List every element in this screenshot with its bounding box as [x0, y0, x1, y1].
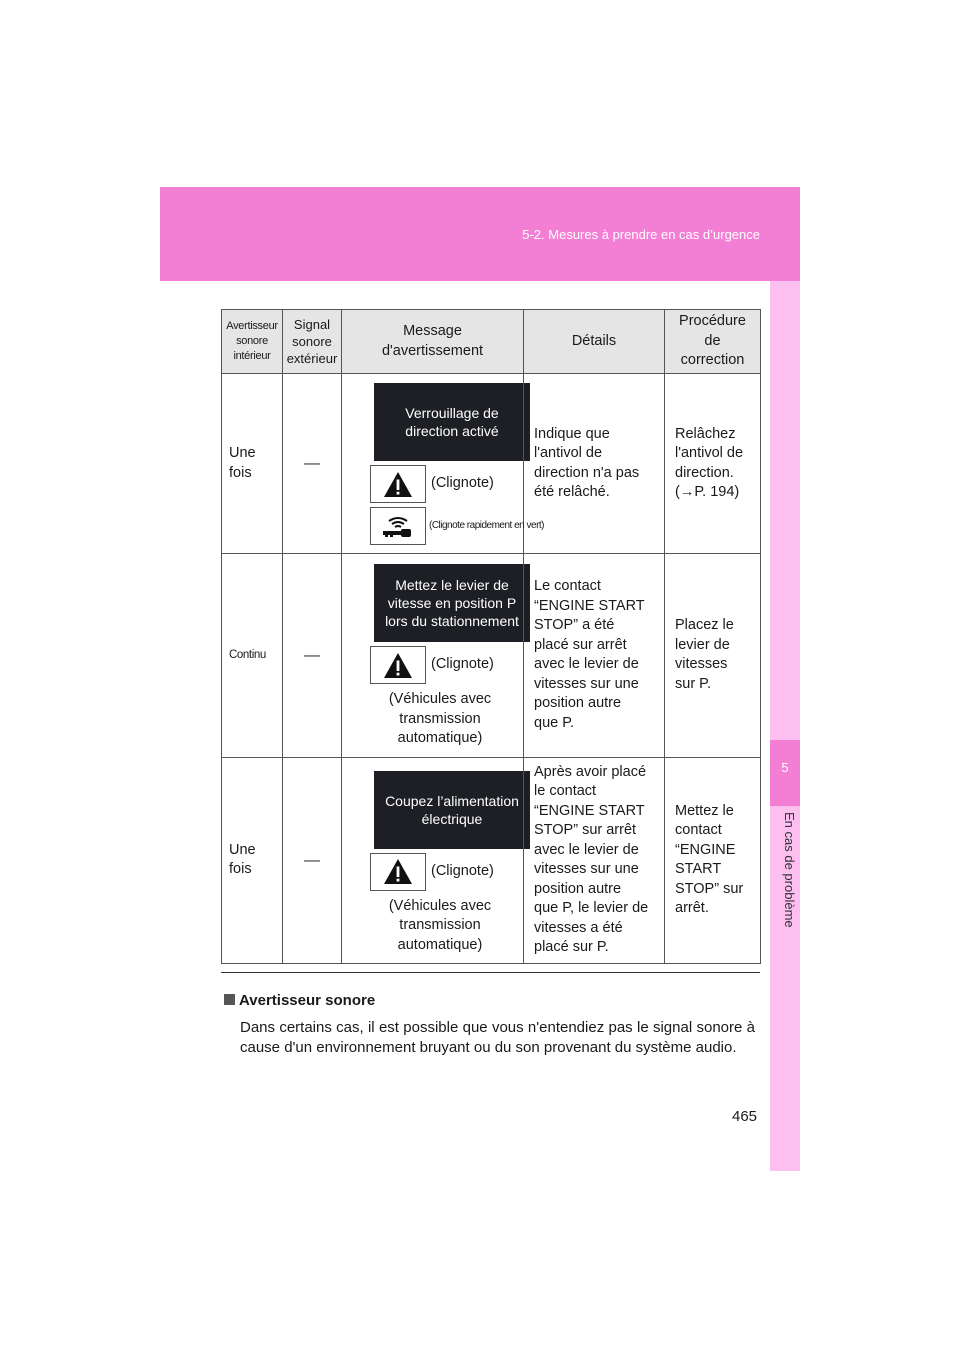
exterior-buzzer-cell: —	[283, 374, 342, 554]
screen-line: lors du stationnement	[385, 613, 519, 629]
col-header-interior-buzzer	[222, 310, 283, 374]
screen-line: Coupez l’alimentation	[385, 792, 519, 809]
chapter-tab	[770, 740, 800, 806]
cell-line: position autre	[534, 695, 622, 712]
message-cell	[342, 554, 524, 758]
col-header-correction	[665, 310, 761, 374]
details-cell	[524, 374, 665, 554]
header-line: Procédure	[679, 313, 746, 330]
warning-flash-label: (Clignote)	[431, 475, 494, 492]
page-number: 465	[732, 1108, 758, 1125]
section-title: 5-2. Mesures à prendre en cas d’urgence	[522, 227, 760, 242]
warning-table	[221, 309, 761, 964]
cell-line: arrêt.	[675, 900, 709, 917]
cell-line: STOP” sur arrêt	[534, 822, 637, 839]
cell-line: vitesses sur une	[534, 861, 639, 878]
table-row	[222, 374, 761, 554]
cell-line: été relâché.	[534, 484, 610, 500]
note-line: automatique)	[397, 936, 483, 953]
header-line: correction	[680, 352, 745, 369]
warning-triangle-icon	[370, 465, 426, 503]
page-reference-link[interactable]: (→P. 194)	[675, 484, 740, 500]
cell-line: direction.	[675, 464, 734, 481]
note-title-text: Avertisseur sonore	[239, 992, 376, 1009]
warning-triangle-icon	[370, 853, 426, 891]
cell-line: fois	[229, 861, 252, 878]
note-line: (Véhicules avec	[388, 691, 492, 707]
cell-line: START	[675, 861, 722, 878]
note-line: transmission	[399, 710, 481, 727]
header-line: Message	[403, 323, 462, 339]
cell-line: position autre	[534, 880, 622, 897]
message-cell	[342, 757, 524, 964]
cell-line: sur P.	[675, 675, 712, 692]
cell-line: placé sur arrêt	[534, 636, 627, 653]
table-row	[222, 757, 761, 964]
key-flash-label: (Clignote rapidement en vert)	[429, 520, 545, 532]
cell-line: l'antivol de	[534, 445, 603, 461]
header-line: Signal	[293, 317, 331, 332]
section-header-band	[160, 187, 800, 281]
chapter-number: 5	[781, 760, 789, 775]
cell-line: Mettez le	[675, 802, 734, 819]
note-line: transmission	[399, 917, 481, 933]
cell-line: Relâchez	[675, 425, 736, 442]
col-header-message	[342, 310, 524, 374]
warning-indicator-row	[370, 465, 513, 503]
header-line: Avertisseur	[226, 320, 278, 332]
cell-line: contact	[675, 822, 722, 839]
screen-line: direction activé	[405, 423, 499, 439]
cell-line: placé sur P.	[534, 939, 609, 956]
cell-line: Une	[229, 841, 256, 858]
note-line: automatique)	[397, 730, 483, 746]
section-divider	[221, 972, 760, 973]
cell-line: vitesses a été	[534, 919, 623, 936]
chapter-label: En cas de problème	[782, 812, 797, 928]
key-wireless-icon	[370, 507, 426, 545]
note-line: (Véhicules avec	[388, 897, 492, 914]
vehicles-note	[370, 897, 510, 956]
warning-flash-label: (Clignote)	[431, 862, 494, 879]
warning-indicator-row	[370, 646, 513, 684]
cell-line: Une	[229, 445, 256, 461]
warning-flash-label: (Clignote)	[431, 656, 494, 673]
cell-line: Le contact	[534, 578, 601, 595]
col-header-exterior-buzzer	[283, 310, 342, 374]
cell-line: “ENGINE	[675, 841, 736, 858]
display-message-screen	[374, 383, 530, 461]
exterior-buzzer-cell: —	[283, 757, 342, 964]
interior-buzzer-cell	[222, 374, 283, 554]
warning-triangle-icon	[370, 646, 426, 684]
header-line: d'avertissement	[381, 342, 484, 359]
cell-line: Indique que	[534, 425, 610, 442]
header-line: intérieur	[233, 350, 271, 362]
note-heading	[224, 992, 375, 1009]
cell-line: direction n'a pas	[534, 464, 640, 481]
cell-line: Après avoir placé	[534, 763, 647, 780]
screen-line: Mettez le levier de	[395, 577, 509, 593]
correction-cell	[665, 757, 761, 964]
correction-cell	[665, 374, 761, 554]
message-cell	[342, 374, 545, 554]
bullet-square-icon	[224, 994, 235, 1005]
cell-line: vitesses sur une	[534, 675, 639, 692]
table-row	[222, 554, 761, 758]
cell-line: STOP” a été	[534, 617, 615, 634]
screen-line: électrique	[421, 810, 483, 827]
key-indicator-row	[370, 507, 545, 545]
cell-line: levier de	[675, 636, 730, 653]
cell-line: le contact	[534, 783, 597, 800]
display-message-screen	[374, 771, 530, 849]
header-line: sonore	[236, 335, 268, 347]
interior-buzzer-cell	[222, 554, 283, 758]
cell-line: que P, le levier de	[534, 900, 649, 917]
details-cell	[524, 554, 665, 758]
cell-line: “ENGINE START	[534, 802, 645, 819]
cell-line: Placez le	[675, 617, 734, 634]
interior-buzzer-cell	[222, 757, 283, 964]
header-line: extérieur	[286, 351, 338, 366]
cell-line: STOP” sur	[675, 880, 744, 897]
cell-line: avec le levier de	[534, 841, 639, 858]
header-line: de	[704, 332, 721, 349]
screen-line: vitesse en position P	[387, 595, 517, 611]
table-header-row	[222, 310, 761, 374]
col-header-details: Détails	[524, 310, 665, 374]
cell-line: avec le levier de	[534, 656, 639, 673]
note-body: Dans certains cas, il est possible que vous n'entendiez pas le signal sonore à cause d'un environnement bruyant ou du son provenant du système audio.	[240, 1019, 755, 1056]
header-line: sonore	[292, 334, 332, 349]
cell-line: “ENGINE START	[534, 597, 645, 614]
vehicles-note	[370, 690, 510, 749]
correction-cell	[665, 554, 761, 758]
cell-line: que P.	[534, 714, 575, 731]
exterior-buzzer-cell: —	[283, 554, 342, 758]
cell-line: l'antivol de	[675, 445, 744, 461]
warning-indicator-row	[370, 853, 513, 891]
cell-line: vitesses	[675, 656, 728, 673]
cell-line: fois	[229, 464, 252, 481]
display-message-screen	[374, 564, 530, 642]
cell-line: Continu	[229, 648, 266, 661]
details-cell	[524, 757, 665, 964]
chapter-side-strip	[770, 281, 800, 1171]
screen-line: Verrouillage de	[405, 405, 499, 421]
